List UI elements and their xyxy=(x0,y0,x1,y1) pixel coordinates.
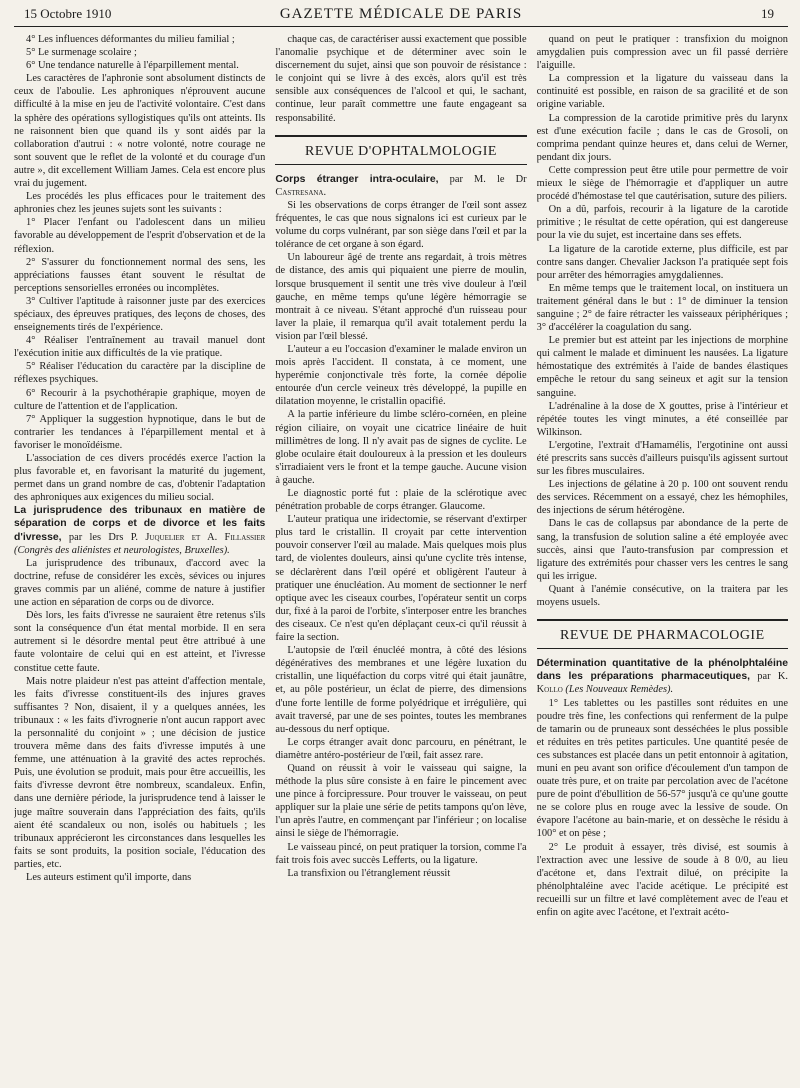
paragraph: Le diagnostic porté fut : plaie de la sclérotique avec pénétration probable de corps étranger. Glaucome. xyxy=(275,488,527,513)
paragraph: 4° Les influences déformantes du milieu familial ; xyxy=(26,34,235,45)
paragraph: Les procédés les plus efficaces pour le traitement des aphronies chez les jeunes sujets sont les suivants : xyxy=(14,191,266,216)
paragraph: 7° Appliquer la suggestion hypnotique, dans le but de contrarier les tendances à l'éparpillement mental et à favoriser le monoïdéisme. xyxy=(14,413,266,451)
paragraph: Si les observations de corps étranger de l'œil sont assez fréquentes, le cas que nous signalons ici est curieux par le volume du corps vulnérant, par son siège dans l'œil et par la tolérance de cet organe à son égard. xyxy=(275,199,527,251)
article-title: La jurisprudence des tribunaux en matière de séparation de corps et de divorce et les faits d'ivresse, xyxy=(14,505,266,543)
column-3 xyxy=(537,33,788,1081)
paragraph: Dans le cas de collapsus par abondance de la perte de sang, la transfusion de solution saline a été employée avec succès, ainsi que l'auto-transfusion par compression et ligature des extrémités pour chasser vers les centres le sang qui les irrigue. xyxy=(536,518,788,582)
paragraph: Les caractères de l'aphronie sont absolument distincts de ceux de l'aboulie. Les aphroniques n'éprouvent aucune difficulté à la mise en jeu de l'activité volontaire. C'est dans la sphère des opérations syllogistiques qu'ils ont atteints. Ils ne raisonnent bien que quand ils y sont aidés par la collaboration d'autrui : « notre volonté, notre courage ne sont souvent que le reflet de la volonté et du courage d'un autre », dit excellement William James. Cela est encore plus vrai du jugement. xyxy=(14,73,266,190)
text-columns xyxy=(14,33,788,1081)
paragraph: 2° Le produit à essayer, très divisé, est soumis à l'extraction avec une lessive de soude à 8 0/0, au lieu d'acétone et, dans l'extrait dilué, on précipite la phénolphtaléine avec l'acide acétique. Le précipité est recueilli sur un filtre et lavé complètement avec de l'eau et enfin on agite avec l'acétone, et l'extrait acéto- xyxy=(536,841,788,918)
article-byline: par xyxy=(750,671,778,683)
paragraph: Dès lors, les faits d'ivresse ne sauraient être retenus s'ils sont la conséquence d'un état mental morbide. Il en sera autrement si le désordre mental peut être attribué à une faute volontaire de celui qui en est atteint, et l'ivresse constitue cette faute. xyxy=(14,610,266,674)
paragraph: quand on peut le pratiquer : transfixion du moignon amygdalien puis compression avec un fil passé derrière l'aiguille. xyxy=(536,34,788,72)
paragraph: 5° Le surmenage scolaire ; xyxy=(26,47,137,59)
paragraph: L'auteur pratiqua une iridectomie, se réservant d'extirper plus tard le cristallin. Il croyait par cette intervention pouvoir conserver l'œil au malade. Mais quelques mois plus tard, de violentes douleurs, ainsi qu'une cyclite très intense, se déclarèrent dans l'œil opéré et obligèrent l'auteur à pratiquer une énucléation. Au moment de sectionner le nerf optique avec les ciseaux courbes, l'opérateur sentit un corps dur, fixé à la paroi de l'orbite, s'interposer entre les branches des ciseaux. Ce n'est qu'en déplaçant ceux-ci qu'il réussit à faire la section. xyxy=(275,514,527,644)
paragraph: L'auteur a eu l'occasion d'examiner le malade environ un mois après l'accident. Il constata, à ce moment, une hyperémie conjonctivale très forte, la cornée dépolie entourée d'un cercle veineux très développé, la pupille en dilatation moyenne, le cristallin opacifié. xyxy=(275,343,527,408)
article-authors: K. Kollo xyxy=(536,671,788,696)
paragraph: 2° S'assurer du fonctionnement normal des sens, les appréciations fausses étant souvent le résultat de perceptions sensorielles erronées ou incomplètes. xyxy=(14,256,266,294)
article-reference: (Congrès des aliénistes et neurologistes, Bruxelles). xyxy=(14,544,230,556)
paragraph: 3° Cultiver l'aptitude à raisonner juste par des exercices spéciaux, des épreuves pratiques, des leçons de choses, des enseignements tirés de l'expérience. xyxy=(14,295,266,334)
paragraph: Les auteurs estiment qu'il importe, dans xyxy=(26,872,192,883)
paragraph: Le premier but est atteint par les injections de morphine qui calment le malade et diminuent les nausées. La ligature hémostatique des extrémités à l'aide de bandes élastiques empêche le retour du sang seineux et agit sur la tension sanguine. xyxy=(536,335,788,399)
paragraph: La transfixion ou l'étranglement réussit xyxy=(287,867,451,879)
paragraph: Cette compression peut être utile pour permettre de voir mieux le siège de l'hémorragie et d'appliquer un autre procédé d'hémostase tel que cautérisation, suture des piliers. xyxy=(536,164,788,203)
paragraph: Un laboureur âgé de trente ans regardait, à trois mètres de distance, des amis qui piquaient une pierre de moulin, lorsque brusquement il sentit une très vive douleur à l'œil gauche, en même temps qu'une légère hémorragie se montrait à ce niveau. S'étant approché d'un ruisseau pour laver la plaie, il remarqua qu'il avait totalement perdu la vision par l'œil blessé. xyxy=(275,252,527,342)
article-title: Détermination quantitative de la phénolphtaléine dans les préparations pharmaceutiques, xyxy=(536,658,788,683)
paragraph: Quant à l'anémie consécutive, on la traitera par les moyens usuels. xyxy=(536,583,788,609)
issue-date: 15 Octobre 1910 xyxy=(24,6,112,21)
paragraph: On a dû, parfois, recourir à la ligature de la carotide primitive ; le résultat de cette opération, qui est dangereuse pour la vie du sujet, est incertaine dans ses effets. xyxy=(536,204,788,242)
paragraph: L'adrénaline à la dose de X gouttes, prise à l'intérieur et répétée toutes les vingt minutes, a été conseillée par Wilkinson. xyxy=(536,400,788,438)
paragraph: 1° Les tablettes ou les pastilles sont réduites en une poudre très fine, les confections qui renferment de la pulpe de tamarin ou de pruneaux sont desséchées le plus possible et réduites en très petites particules. Une quantité pesée de ces substances est placée dans un petit entonnoir à agitation, muni en peu avant son orifice d'écoulement d'un tampon de ouate très pure, et on traite par percolation avec de l'acétone pure de point d'ébullition de 56-57° jusqu'à ce qu'une goutte ne se colore plus en rouge avec la lessive de soude. On évapore l'acétone au bain-marie, et on dessèche le résidu à 100° et on pèse ; xyxy=(536,697,788,840)
paragraph: Mais notre plaideur n'est pas atteint d'affection mentale, les faits d'ivresse constituent-ils des injures graves suffisantes ? Non, disaient, il y a quelques années, les tribunaux : « les faits d'ivrognerie n'ont aucun rapport avec la personnalité du conjoint » ; une décision de justice trouvera même dans des faits d'ivresse imputés à une femme, une atténuation à la gravité des actes reprochés. Puis, une évolution se produit, mais pour être accueillis, les faits d'ivresse devront être nombreux, scandaleux. Enfin, dans une dernière période, la jurisprudence tend à laisser le juge maître souverain dans l'appréciation des faits, qu'ils aient été scandaleux ou non, isolés ou habituels ; les tribunaux apprécieront les circonstances dans lesquelles les faits se sont produits, la position sociale, l'éducation des parties, etc. xyxy=(14,675,266,870)
paragraph: 6° Recourir à la psychothérapie graphique, moyen de culture de l'attention et de l'application. xyxy=(14,387,266,412)
paragraph: La jurisprudence des tribunaux, d'accord avec la doctrine, refuse de considérer les excès, sévices ou injures graves commis par un aliéné, comme de nature à justifier une action en séparation de corps ou de divorce. xyxy=(14,557,266,609)
paragraph: En même temps que le traitement local, on instituera un traitement général dans le but : 1° de diminuer la tension sanguine ; 2° de faire rétracter les vaisseaux périphériques ; 3° d'accélérer la coagulation du sang. xyxy=(536,282,788,334)
paragraph: 6° Une tendance naturelle à l'éparpillement mental. xyxy=(26,60,239,72)
article-authors: Castresana. xyxy=(275,186,327,198)
paragraph: La ligature de la carotide externe, plus difficile, est par contre sans danger. Chevalier Jackson l'a pratiquée sept fois pour arrêter des hémorragies amygdaliennes. xyxy=(536,243,788,281)
article-byline: par M. le Dr xyxy=(438,173,527,185)
paragraph: Le corps étranger avait donc parcouru, en pénétrant, le diamètre antéro-postérieur de l'œil, fait assez rare. xyxy=(275,736,527,761)
paragraph: A la partie inférieure du limbe scléro-cornéen, en pleine région ciliaire, on voyait une cicatrice linéaire de huit millimètres de long. Il n'y avait pas de signes de cyclite. Le globe oculaire était douloureux à la pression et les douleurs s'irradiaient vers le front et la tempe gauche. Aucune vision à gauche. xyxy=(275,409,527,486)
paragraph: 5° Réaliser l'éducation du caractère par la discipline de réflexes psychiques. xyxy=(14,361,266,386)
paragraph: L'autopsie de l'œil énucléé montra, à côté des lésions dégénératives des membranes et une légère luxation du cristallin, une liquéfaction du corps vitré qui était jaunâtre, et, au pôle postérieur, un éclat de pierre, des dimensions d'une forte lentille de forme polyédrique et irrégulière, qui avait traversé, par une de ses pointes, toutes les membranes au-dessous du nerf optique. xyxy=(275,645,527,735)
column-1 xyxy=(14,33,265,1081)
paragraph: L'ergotine, l'extrait d'Hamamélis, l'ergotinine ont aussi été prescrits sans succès d'ailleurs puisqu'ils agissent surtout sur les fibres musculaires. xyxy=(536,439,788,478)
paragraph: chaque cas, de caractériser aussi exactement que possible l'anomalie psychique et de déterminer avec soin le discernement du sujet, ainsi que son pouvoir de résistance : le conjoint qui se livre à des excès, alors qu'il est très sensible aux conséquences de l'alcool et qui, le sachant, continue, leur paraît commettre une faute engageant sa responsabilité. xyxy=(275,34,527,124)
page-number: 19 xyxy=(761,6,774,21)
paragraph: La compression de la carotide primitive près du larynx est d'une exécution facile ; dans le cas de Grosoli, on comprima pendant quinze heures et, dans celui de Werner, pendant dix jours. xyxy=(536,112,788,163)
article-title: Corps étranger intra-oculaire, xyxy=(275,173,439,185)
article-byline: par les Drs xyxy=(61,531,131,543)
paragraph: Le vaisseau pincé, on peut pratiquer la torsion, comme l'a fait trois fois avec succès Lefferts, ou la ligature. xyxy=(275,841,527,866)
column-2 xyxy=(275,33,526,1081)
page-header xyxy=(14,0,788,27)
paragraph: Quand on réussit à voir le vaisseau qui saigne, la méthode la plus sûre consiste à en faire le pincement avec une pince à forcipressure. Pour trouver le vaisseau, on peut appliquer sur la plaie une série de petits tampons qu'on lève, l'un après l'autre, en commençant par l'inférieur ; on localise ainsi le siège de l'hémorragie. xyxy=(275,762,527,840)
section-heading: REVUE D'OPHTALMOLOGIE xyxy=(275,135,526,165)
paragraph: L'association de ces divers procédés exerce l'action la plus favorable et, en favorisant la maturité du jugement, permet dans un grand nombre de cas, d'obtenir l'adaptation des aphroniques aux exigences du milieu social. xyxy=(14,453,266,504)
paragraph: 1° Placer l'enfant ou l'adolescent dans un milieu favorable au développement de l'esprit d'observation et de la réflexion. xyxy=(14,217,266,255)
paragraph: Les injections de gélatine à 20 p. 100 ont souvent rendu des services. Récemment on a essayé, chez les hémophiles, des injections de sérum hétérogène. xyxy=(536,479,788,517)
journal-title: GAZETTE MÉDICALE DE PARIS xyxy=(279,6,523,22)
article-reference: (Les Nouveaux Remèdes). xyxy=(562,684,674,696)
article-authors: P. Juquelier et A. Fillassier xyxy=(130,531,266,543)
paragraph: 4° Réaliser l'entraînement au travail manuel dont l'exécution initie aux difficultés de la vie pratique. xyxy=(14,335,266,360)
article-heading xyxy=(537,657,788,696)
article-heading xyxy=(14,504,265,556)
article-heading xyxy=(275,173,526,199)
paragraph: La compression et la ligature du vaisseau dans la continuité est possible, en raison de sa gracilité et de son origine variable. xyxy=(536,73,788,111)
section-heading: REVUE DE PHARMACOLOGIE xyxy=(537,619,788,649)
